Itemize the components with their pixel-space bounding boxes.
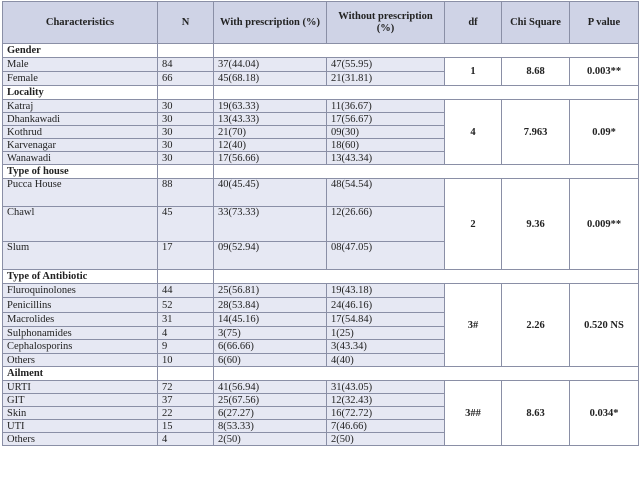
header-characteristics: Characteristics [3,2,158,44]
row-label: Dhankawadi [3,113,158,126]
n-value: 30 [158,152,214,165]
with-prescription-value: 12(40) [214,139,327,152]
n-value: 4 [158,433,214,446]
table-row [3,100,639,113]
without-prescription-value: 31(43.05) [327,381,445,394]
p-value: 0.09* [570,100,639,165]
n-value: 66 [158,72,214,86]
section-fill-n [158,86,214,100]
results-table-container [2,1,638,446]
row-label: Male [3,58,158,72]
row-label: Chawl [3,207,158,242]
row-label: Penicillins [3,298,158,313]
header-n: N [158,2,214,44]
section-fill [214,165,639,179]
section-fill-n [158,367,214,381]
df-value: 1 [445,58,502,86]
without-prescription-value: 13(43.34) [327,152,445,165]
header-row [3,2,639,44]
chi-square-value: 2.26 [502,284,570,367]
df-value: 4 [445,100,502,165]
without-prescription-value: 17(54.84) [327,313,445,327]
with-prescription-value: 17(56.66) [214,152,327,165]
chi-square-value: 7.963 [502,100,570,165]
n-value: 30 [158,126,214,139]
n-value: 30 [158,113,214,126]
row-label: Others [3,354,158,367]
without-prescription-value: 12(32.43) [327,394,445,407]
row-label: Kothrud [3,126,158,139]
n-value: 45 [158,207,214,242]
row-label: Sulphonamides [3,327,158,340]
section-title: Ailment [3,367,158,381]
section-fill [214,44,639,58]
with-prescription-value: 28(53.84) [214,298,327,313]
without-prescription-value: 47(55.95) [327,58,445,72]
df-value: 2 [445,179,502,270]
row-label: Pucca House [3,179,158,207]
section-row [3,367,639,381]
row-label: GIT [3,394,158,407]
table-body [3,44,639,446]
with-prescription-value: 19(63.33) [214,100,327,113]
header-df: df [445,2,502,44]
chi-square-value: 9.36 [502,179,570,270]
with-prescription-value: 41(56.94) [214,381,327,394]
row-label: Female [3,72,158,86]
n-value: 30 [158,139,214,152]
section-fill-n [158,270,214,284]
section-row [3,86,639,100]
n-value: 31 [158,313,214,327]
section-fill-n [158,44,214,58]
with-prescription-value: 45(68.18) [214,72,327,86]
without-prescription-value: 08(47.05) [327,242,445,270]
n-value: 10 [158,354,214,367]
without-prescription-value: 11(36.67) [327,100,445,113]
table-row [3,381,639,394]
table-row [3,179,639,207]
row-label: Cephalosporins [3,340,158,354]
with-prescription-value: 21(70) [214,126,327,139]
row-label: UTI [3,420,158,433]
row-label: Skin [3,407,158,420]
without-prescription-value: 24(46.16) [327,298,445,313]
section-title: Gender [3,44,158,58]
row-label: Karvenagar [3,139,158,152]
without-prescription-value: 48(54.54) [327,179,445,207]
n-value: 15 [158,420,214,433]
section-fill-n [158,165,214,179]
n-value: 22 [158,407,214,420]
row-label: Slum [3,242,158,270]
n-value: 52 [158,298,214,313]
row-label: Fluroquinolones [3,284,158,298]
with-prescription-value: 2(50) [214,433,327,446]
section-row [3,44,639,58]
without-prescription-value: 09(30) [327,126,445,139]
with-prescription-value: 3(75) [214,327,327,340]
header-without-prescription: Without prescription (%) [327,2,445,44]
header-p-value: P value [570,2,639,44]
n-value: 88 [158,179,214,207]
with-prescription-value: 13(43.33) [214,113,327,126]
with-prescription-value: 6(27.27) [214,407,327,420]
header-chi-square: Chi Square [502,2,570,44]
with-prescription-value: 40(45.45) [214,179,327,207]
row-label: Wanawadi [3,152,158,165]
section-fill [214,367,639,381]
table-row [3,284,639,298]
with-prescription-value: 14(45.16) [214,313,327,327]
with-prescription-value: 6(66.66) [214,340,327,354]
with-prescription-value: 8(53.33) [214,420,327,433]
without-prescription-value: 21(31.81) [327,72,445,86]
table-row [3,58,639,72]
p-value: 0.520 NS [570,284,639,367]
without-prescription-value: 2(50) [327,433,445,446]
n-value: 4 [158,327,214,340]
p-value: 0.034* [570,381,639,446]
chi-square-value: 8.63 [502,381,570,446]
without-prescription-value: 16(72.72) [327,407,445,420]
without-prescription-value: 12(26.66) [327,207,445,242]
n-value: 44 [158,284,214,298]
section-row [3,165,639,179]
with-prescription-value: 09(52.94) [214,242,327,270]
row-label: Others [3,433,158,446]
section-row [3,270,639,284]
p-value: 0.009** [570,179,639,270]
with-prescription-value: 33(73.33) [214,207,327,242]
row-label: URTI [3,381,158,394]
without-prescription-value: 18(60) [327,139,445,152]
chi-square-table [2,1,639,446]
section-title: Type of house [3,165,158,179]
with-prescription-value: 6(60) [214,354,327,367]
section-fill [214,270,639,284]
chi-square-value: 8.68 [502,58,570,86]
df-value: 3# [445,284,502,367]
p-value: 0.003** [570,58,639,86]
section-title: Locality [3,86,158,100]
with-prescription-value: 25(56.81) [214,284,327,298]
df-value: 3## [445,381,502,446]
n-value: 37 [158,394,214,407]
header-with-prescription: With prescription (%) [214,2,327,44]
section-fill [214,86,639,100]
n-value: 72 [158,381,214,394]
without-prescription-value: 4(40) [327,354,445,367]
without-prescription-value: 7(46.66) [327,420,445,433]
n-value: 30 [158,100,214,113]
n-value: 9 [158,340,214,354]
row-label: Katraj [3,100,158,113]
without-prescription-value: 3(43.34) [327,340,445,354]
n-value: 84 [158,58,214,72]
n-value: 17 [158,242,214,270]
without-prescription-value: 1(25) [327,327,445,340]
without-prescription-value: 17(56.67) [327,113,445,126]
with-prescription-value: 37(44.04) [214,58,327,72]
with-prescription-value: 25(67.56) [214,394,327,407]
without-prescription-value: 19(43.18) [327,284,445,298]
row-label: Macrolides [3,313,158,327]
section-title: Type of Antibiotic [3,270,158,284]
